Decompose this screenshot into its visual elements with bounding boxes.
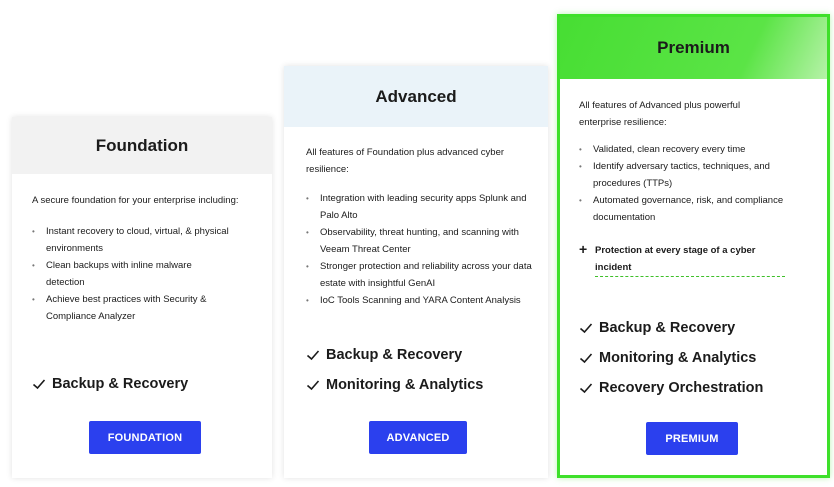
capability-item — [306, 370, 483, 400]
feature-item: • Observability, threat hunting, and scanning with Veeam Threat Center — [306, 224, 532, 258]
advanced-card — [284, 66, 548, 478]
premium-capabilities — [579, 313, 763, 403]
premium-description: All features of Advanced plus powerful enterprise resilience: — [579, 100, 741, 128]
capability-item — [32, 369, 188, 399]
feature-item: • Integration with leading security apps Splunk and Palo Alto — [306, 190, 532, 224]
feature-item: • Stronger protection and reliability across your data estate with insightful GenAI — [306, 258, 532, 292]
capability-label: Monitoring & Analytics — [599, 350, 757, 366]
premium-card — [557, 14, 830, 478]
capability-label: Backup & Recovery — [599, 320, 736, 336]
foundation-button[interactable]: FOUNDATION — [89, 421, 201, 454]
check-icon — [579, 381, 593, 395]
capability-item — [579, 313, 763, 343]
advanced-capabilities — [306, 340, 483, 400]
feature-item: • IoC Tools Scanning and YARA Content Analysis — [306, 292, 532, 309]
foundation-capabilities — [32, 369, 188, 399]
premium-title: Premium — [657, 38, 730, 57]
advanced-title: Advanced — [375, 86, 457, 106]
foundation-header — [12, 117, 272, 174]
feature-item: • Identify adversary tactics, techniques, and procedures (TTPs) — [579, 158, 789, 192]
premium-button[interactable]: PREMIUM — [646, 422, 738, 455]
capability-label: Backup & Recovery — [326, 347, 463, 363]
premium-header — [560, 17, 827, 79]
capability-item — [579, 373, 763, 403]
check-icon — [32, 377, 46, 391]
capability-item — [306, 340, 483, 370]
feature-item: • Validated, clean recovery every time — [579, 141, 789, 158]
advanced-description: All features of Foundation plus advanced cyber resilience: — [306, 147, 505, 175]
check-icon — [306, 378, 320, 392]
plus-icon: + — [579, 241, 588, 257]
check-icon — [306, 348, 320, 362]
advanced-feature-list — [306, 190, 532, 309]
check-icon — [579, 351, 593, 365]
feature-item: • Automated governance, risk, and compliance documentation — [579, 192, 789, 226]
capability-label: Backup & Recovery — [52, 376, 189, 392]
foundation-body — [12, 174, 272, 325]
foundation-card — [12, 117, 272, 478]
feature-item: • Achieve best practices with Security & Compliance Analyzer — [32, 291, 232, 325]
premium-extra-label: Protection at every stage of a cyber incident — [595, 242, 785, 277]
advanced-body — [284, 127, 548, 309]
foundation-title: Foundation — [95, 135, 189, 155]
foundation-feature-list — [32, 223, 232, 325]
capability-item — [579, 343, 763, 373]
advanced-button[interactable]: ADVANCED — [369, 421, 467, 454]
premium-feature-list — [579, 141, 789, 226]
advanced-header — [284, 66, 548, 127]
capability-label: Monitoring & Analytics — [326, 377, 484, 393]
premium-body — [560, 79, 827, 277]
premium-extra — [579, 242, 809, 277]
check-icon — [579, 321, 593, 335]
feature-item: • Clean backups with inline malware detection — [32, 257, 232, 291]
foundation-description: A secure foundation for your enterprise including: — [32, 195, 239, 206]
feature-item: • Instant recovery to cloud, virtual, & physical environments — [32, 223, 232, 257]
capability-label: Recovery Orchestration — [599, 380, 764, 396]
